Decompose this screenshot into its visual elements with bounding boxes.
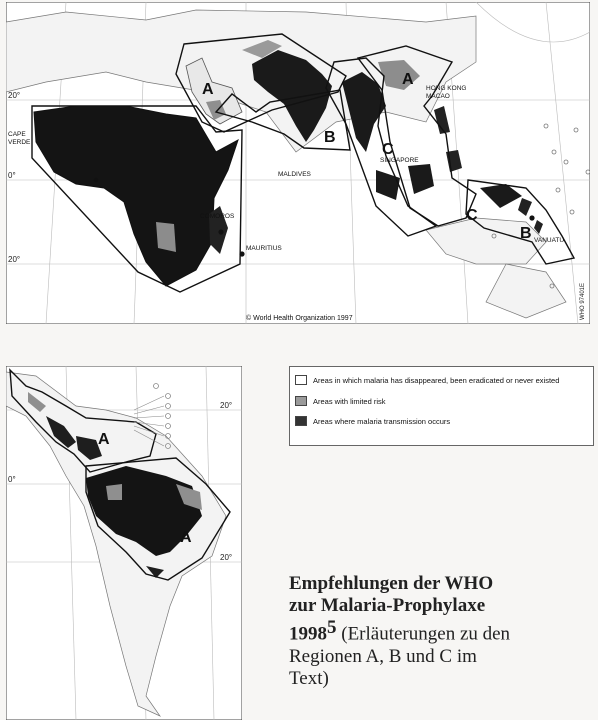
caption-footnote: 5	[327, 617, 337, 638]
mauritius-label: MAURITIUS	[246, 245, 282, 252]
caption-line-3	[289, 617, 589, 646]
andes-limited	[106, 484, 122, 500]
cape-verde-label-2: VERDE	[8, 139, 31, 146]
legend-label: Areas in which malaria has disappeared, been eradicated or never existed	[313, 375, 560, 385]
lat-20n-label: 20°	[220, 401, 233, 410]
comoros-label: COMOROS	[200, 213, 235, 220]
figure-caption	[289, 573, 589, 690]
region-a-china-label: A	[402, 71, 414, 88]
legend-item-transmission	[295, 416, 450, 426]
region-b-pacific-label: B	[520, 225, 532, 242]
caption-title-line-1: Empfehlungen der WHO	[289, 573, 494, 594]
vanuatu-label: VANUATU	[534, 237, 565, 244]
map-code: WHO 97401E	[580, 282, 586, 320]
singapore-label: SINGAPORE	[380, 157, 419, 164]
world-malaria-map	[6, 2, 590, 324]
legend-item-no-risk	[295, 375, 559, 385]
lat-equator-label: 0°	[8, 475, 16, 484]
lat-20n-label: 20°	[8, 91, 21, 100]
legend-label: Areas with limited risk	[313, 396, 386, 406]
legend-swatch-white	[295, 375, 307, 385]
americas-malaria-map	[6, 366, 242, 720]
region-a-north-label: A	[98, 431, 110, 448]
legend-swatch-grey	[295, 396, 307, 406]
legend-swatch-dark	[295, 416, 307, 426]
legend-label: Areas where malaria transmission occurs	[313, 416, 451, 426]
region-b-asia-label: B	[324, 129, 336, 146]
lat-equator-label: 0°	[8, 171, 16, 180]
maldives-label: MALDIVES	[278, 171, 311, 178]
map-legend	[289, 366, 594, 446]
region-a-africa-label: A	[202, 81, 214, 98]
macao-label: MACAO	[426, 93, 450, 100]
lat-20s-label: 20°	[8, 255, 21, 264]
copyright-notice: © World Health Organization 1997	[246, 315, 353, 322]
region-a-south-label: A	[180, 529, 192, 546]
lat-20s-label: 20°	[220, 553, 233, 562]
caption-title-line-2: zur Malaria-Prophylaxe	[289, 595, 486, 616]
region-c-pacific-label: C	[466, 207, 478, 224]
cape-verde-label-1: CAPE	[8, 131, 26, 138]
caption-year: 1998	[289, 623, 327, 645]
legend-item-limited-risk	[295, 396, 386, 406]
caption-sub-line-3: Text)	[289, 668, 329, 690]
southern-africa-limited	[156, 222, 176, 252]
region-c-southeast-label: C	[382, 141, 394, 158]
caption-sub-line-2: Regionen A, B und C im	[289, 646, 477, 668]
hong-kong-label: HONG KONG	[426, 85, 467, 92]
caption-sub-line-1: (Erläuterungen zu den	[336, 623, 511, 645]
